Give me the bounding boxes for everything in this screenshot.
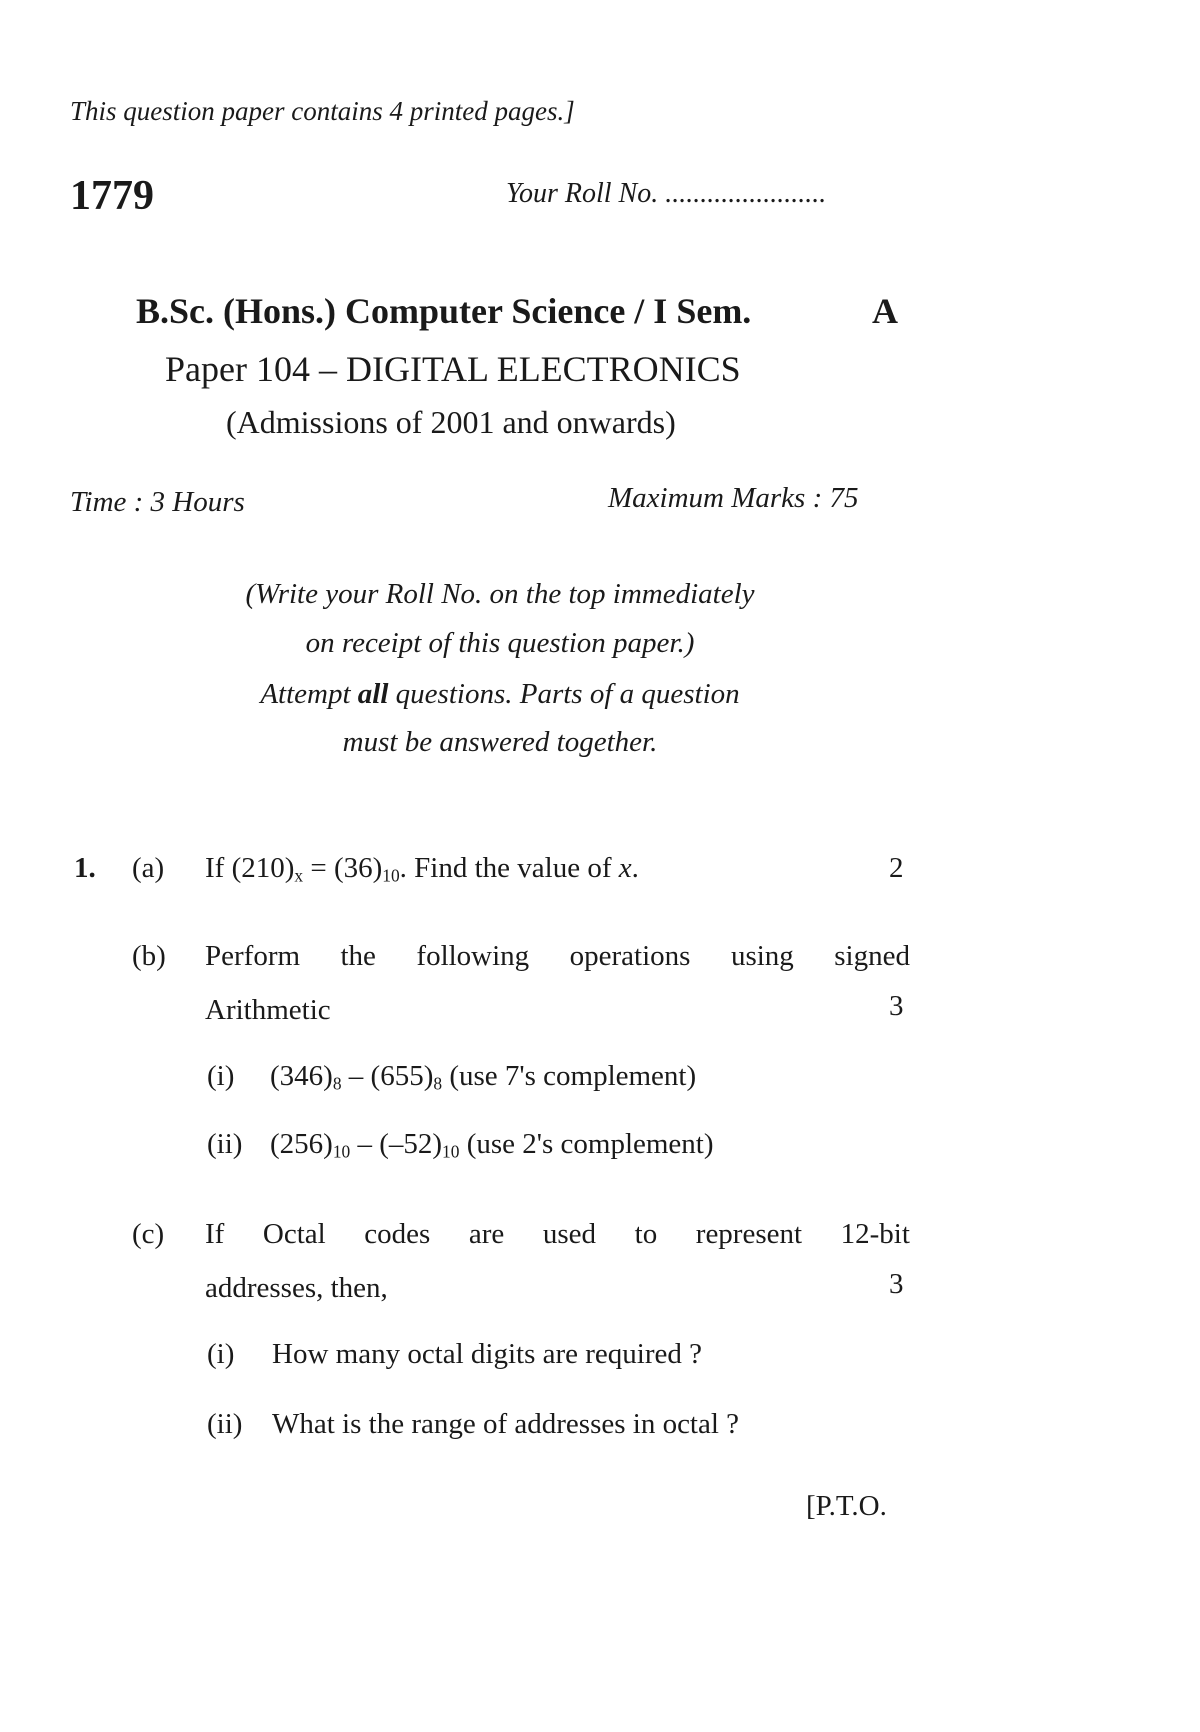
paper-set-letter: A [872, 291, 898, 331]
printed-pages-note: This question paper contains 4 printed pages.] [70, 96, 575, 126]
part-c-i-label: (i) [207, 1338, 235, 1370]
course-title: B.Sc. (Hons.) Computer Science / I Sem. [136, 291, 752, 331]
instruction-line-4: must be answered together. [342, 726, 658, 758]
part-b-ii-text: $(256)_{10} - (-52)_{10}$ (use 2's complement) [270, 1128, 714, 1162]
part-a-marks: 2 [889, 852, 904, 884]
admissions-note: (Admissions of 2001 and onwards) [226, 404, 676, 440]
instruction-line-1: (Write your Roll No. on the top immediately [245, 578, 755, 610]
instruction-line-3: Attempt all questions. Parts of a question [260, 678, 740, 710]
part-b-i-text: $(346)_8 - (655)_8$ (use 7's complement) [270, 1060, 697, 1094]
part-b-label: (b) [132, 940, 166, 972]
roll-number-label: Your Roll No. ....................... [506, 178, 827, 209]
part-b-i-label: (i) [207, 1060, 235, 1092]
part-b-text-line-2: Arithmetic [205, 994, 331, 1026]
part-c-marks: 3 [889, 1268, 904, 1300]
part-c-text-line-1: If Octal codes are used to represent 12-bit [205, 1218, 910, 1250]
paper-subtitle: Paper 104 – DIGITAL ELECTRONICS [165, 349, 741, 389]
part-c-i-text: How many octal digits are required ? [272, 1338, 703, 1370]
part-c-text-line-2: addresses, then, [205, 1272, 388, 1304]
maximum-marks: Maximum Marks : 75 [608, 482, 859, 514]
part-b-text-line-1: Perform the following operations using signed [205, 940, 910, 972]
instruction-line-2: on receipt of this question paper.) [305, 627, 695, 659]
paper-code: 1779 [70, 173, 154, 219]
time-allowed: Time : 3 Hours [70, 486, 245, 518]
part-a-text: If $(210)_x = (36)_{10}$. Find the value of x. [205, 852, 639, 886]
part-b-ii-label: (ii) [207, 1128, 243, 1160]
part-c-ii-text: What is the range of addresses in octal ? [272, 1408, 740, 1440]
question-number: 1. [74, 852, 96, 884]
please-turn-over: [P.T.O. [806, 1490, 887, 1522]
part-b-marks: 3 [889, 990, 904, 1022]
part-a-label: (a) [132, 852, 165, 884]
part-c-label: (c) [132, 1218, 165, 1250]
part-c-ii-label: (ii) [207, 1408, 243, 1440]
